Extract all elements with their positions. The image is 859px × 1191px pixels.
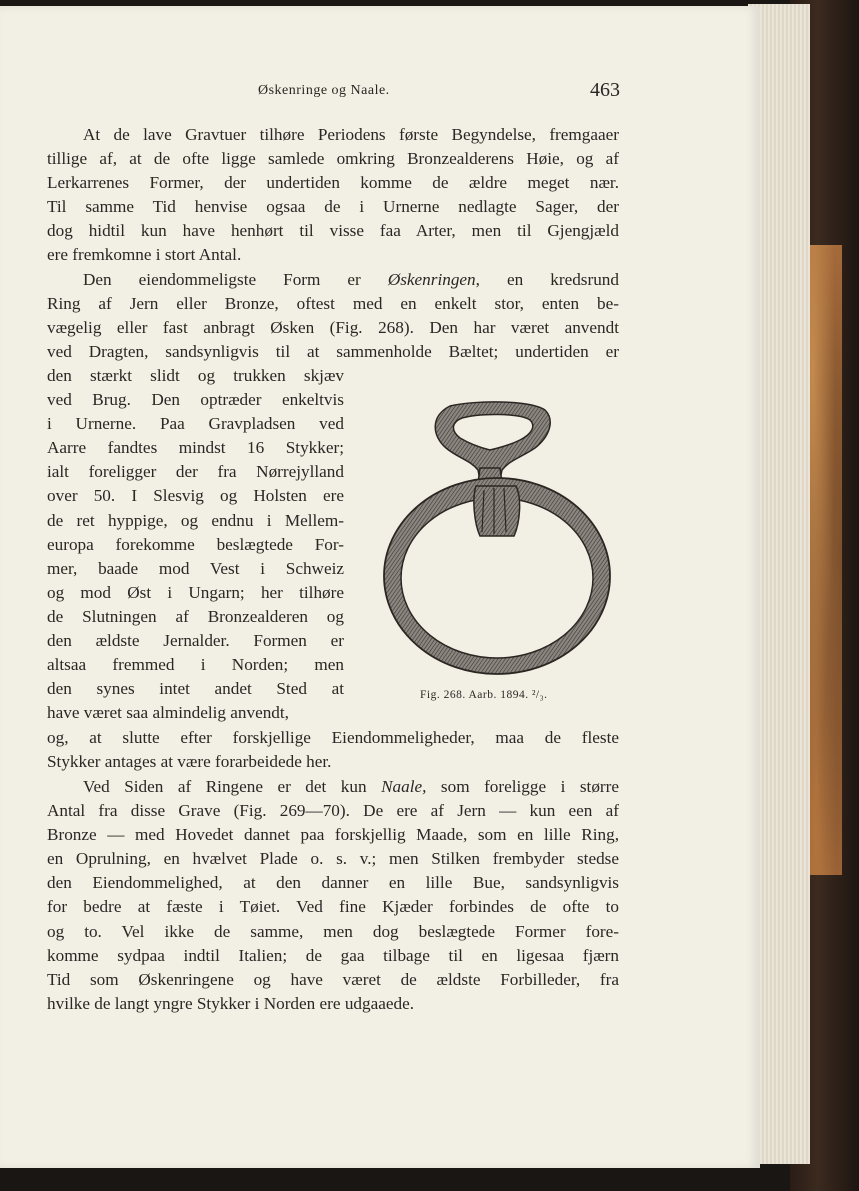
text-line: i Urnerne. Paa Gravpladsen ved — [47, 414, 344, 434]
book-page — [0, 6, 760, 1168]
text-line: den stærkt slidt og trukken skjæv — [47, 366, 344, 385]
paragraph-2-column — [47, 364, 344, 725]
term-oskenringen: Øskenringen — [387, 270, 476, 289]
paragraph-1 — [47, 123, 619, 268]
text-line — [47, 268, 619, 292]
figure-268 — [380, 398, 615, 683]
text-line: ialt foreligger der fra Nørrejylland — [47, 462, 344, 482]
text-line: de ret hyppige, og endnu i Mellem- — [47, 510, 344, 530]
text-line: mer, baade mod Vest i Schweiz — [47, 558, 344, 578]
paragraph-3 — [47, 775, 619, 1016]
text-line: over 50. I Slesvig og Holsten ere — [47, 486, 344, 506]
text-line: og, at slutte efter forskjellige Eiendommeligheder, maa de fleste — [47, 728, 619, 747]
text-line: og to. Vel ikke de samme, men dog beslægtede Former fore- — [47, 921, 619, 941]
text-line: At de lave Gravtuer tilhøre Periodens første Begyndelse, fremgaaer — [83, 125, 619, 144]
text-line: Lerkarrenes Former, der undertiden komme de ældre meget nær. — [47, 173, 619, 193]
running-title: Øskenringe og Naale. — [258, 83, 390, 98]
text-line: Aarre fandtes mindst 16 Stykker; — [47, 438, 344, 458]
page-number: 463 — [590, 79, 620, 101]
text-line: ere fremkomne i stort Antal. — [47, 245, 242, 265]
paragraph-2-head — [47, 268, 619, 364]
text-run: som foreligge i større — [426, 777, 619, 796]
text-line: tillige af, at de ofte ligge samlede omkring Bronzealderens Høie, og af — [47, 149, 619, 169]
text-line: Bronze — med Hovedet dannet paa forskjellig Maade, som en lille Ring, — [47, 825, 619, 845]
text-line: komme sydpaa indtil Italien; de gaa tilbage til en ligesaa fjærn — [47, 945, 619, 965]
text-line: Antal fra disse Grave (Fig. 269—70). De ere af Jern — kun een af — [47, 801, 619, 821]
text-line: ved Dragten, sandsynligvis til at sammenholde Bæltet; undertiden er — [47, 342, 619, 362]
text-line: Til samme Tid henvise ogsaa de i Urnerne nedlagte Sager, der — [47, 197, 619, 217]
iron-ring-illustration — [380, 398, 615, 683]
text-line: vægelig eller fast anbragt Øsken (Fig. 268). Den har været anvendt — [47, 318, 619, 338]
text-line: den Eiendommelighed, at den danner en lille Bue, sandsynligvis — [47, 873, 619, 893]
text-line — [47, 775, 619, 799]
figure-caption: Fig. 268. Aarb. 1894. ²/₃. — [420, 689, 548, 701]
text-line: altsaa fremmed i Norden; men — [47, 655, 344, 675]
text-line: den ældste Jernalder. Formen er — [47, 631, 344, 651]
text-run: , en kredsrund — [475, 270, 619, 289]
text-line: europa forekomme beslægtede For- — [47, 534, 344, 554]
text-run: Ved Siden af Ringene er det kun — [83, 777, 382, 796]
text-line: Ring af Jern eller Bronze, oftest med en enkelt stor, enten be- — [47, 294, 619, 314]
text-line: have været saa almindelig anvendt, — [47, 703, 289, 723]
text-run: Den eiendommeligste Form er — [83, 270, 388, 289]
text-line: de Slutningen af Bronzealderen og — [47, 606, 344, 626]
text-line: ved Brug. Den optræder enkeltvis — [47, 390, 344, 410]
text-line: Stykker antages at være forarbeidede her. — [47, 752, 332, 772]
text-line: hvilke de langt yngre Stykker i Norden ere udgaaede. — [47, 993, 415, 1013]
text-line: dog hidtil kun have henhørt til visse faa Arter, men til Gjengjæld — [47, 221, 619, 241]
text-line: Tid som Øskenringene og have været de ældste Forbilleder, fra — [47, 969, 619, 989]
text-line: den synes intet andet Sted at — [47, 679, 344, 699]
paragraph-2-tail — [47, 726, 619, 774]
term-naale: Naale, — [381, 777, 427, 796]
text-line: for bedre at fæste i Tøiet. Ved fine Kjæder forbindes de ofte to — [47, 897, 619, 917]
text-line: og mod Øst i Ungarn; her tilhøre — [47, 582, 344, 602]
text-line: en Oprulning, en hvælvet Plade o. s. v.; men Stilken frembyder stedse — [47, 849, 619, 869]
